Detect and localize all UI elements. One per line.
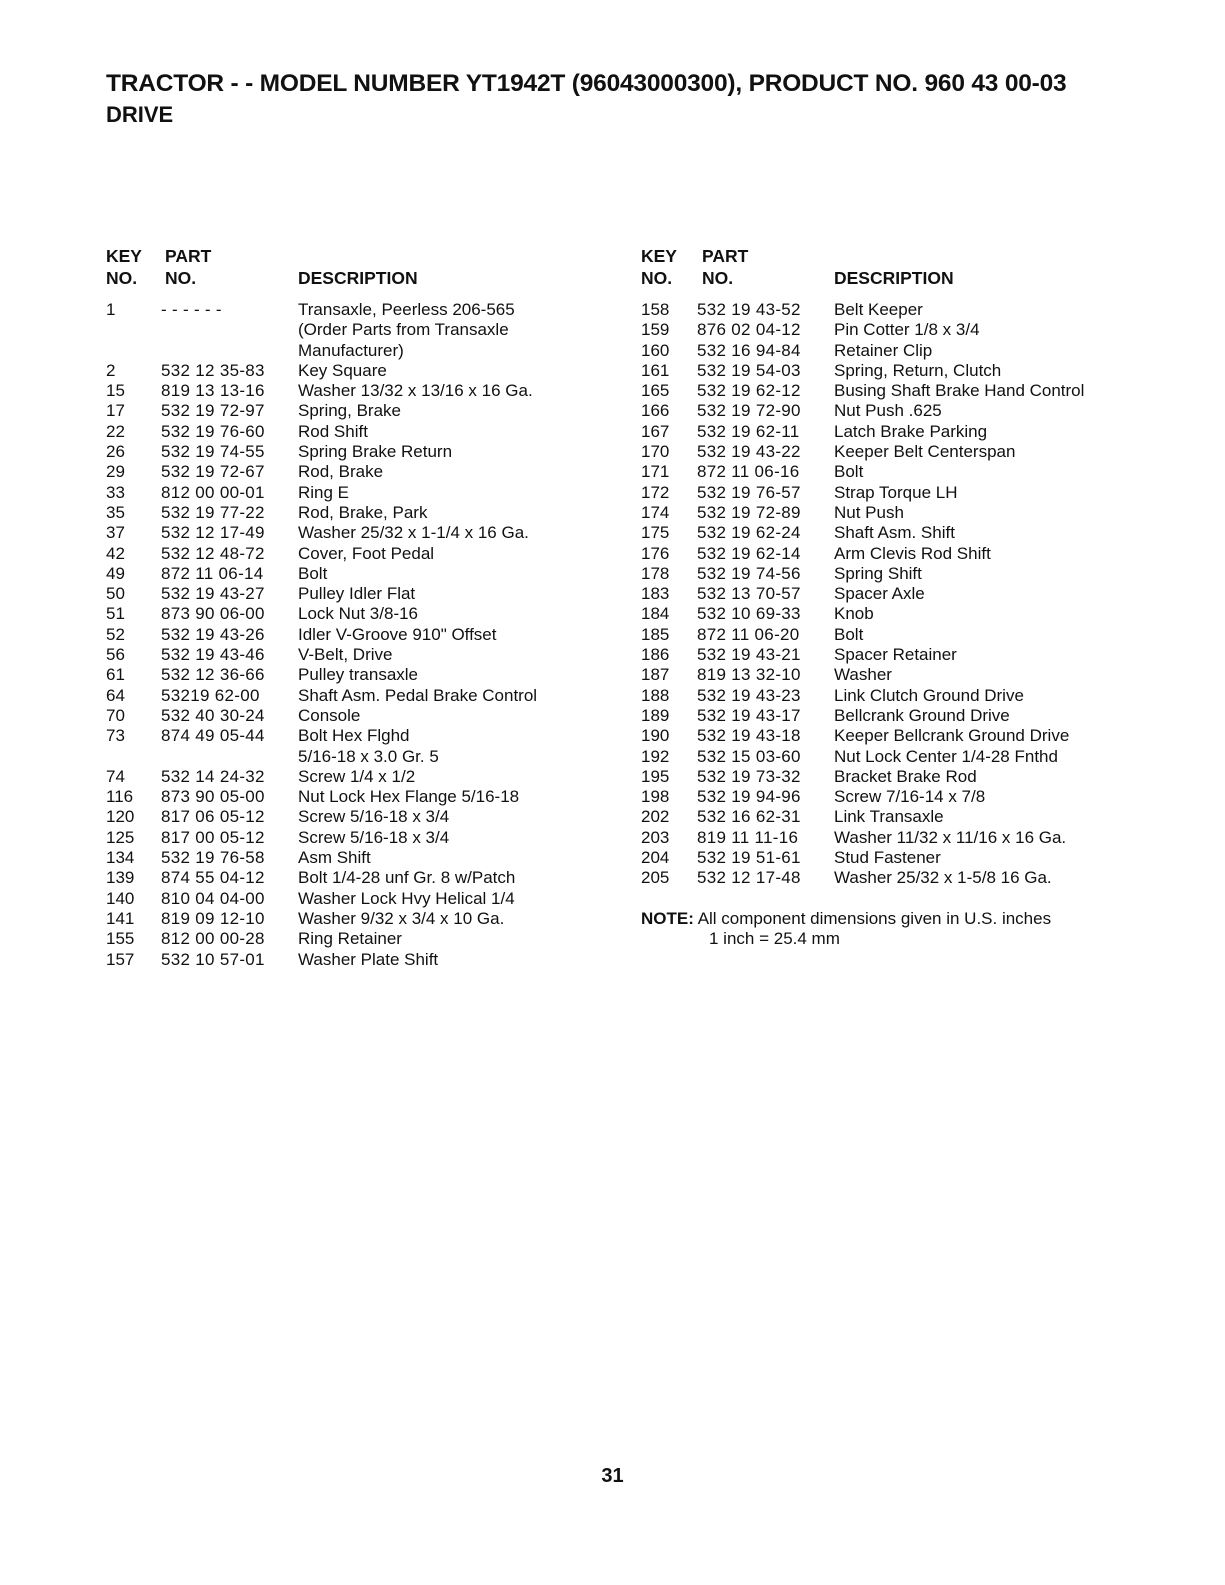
part-number: 532 19 54-03 [697,360,801,380]
part-header-line1: PART [165,246,212,266]
part-number: 532 19 72-67 [161,462,265,482]
part-description: Spring, Return, Clutch [834,360,1002,380]
part-number: 532 19 73-32 [697,766,801,786]
key-number: 120 [106,807,135,827]
part-description: Washer 25/32 x 1-1/4 x 16 Ga. [298,523,529,543]
part-description: (Order Parts from Transaxle [298,320,509,340]
part-number: 532 19 76-60 [161,421,265,441]
part-description: Arm Clevis Rod Shift [834,543,991,563]
part-number: 532 19 43-18 [697,726,801,746]
key-number: 17 [106,401,125,421]
page-title: TRACTOR - - MODEL NUMBER YT1942T (96043000300), PRODUCT NO. 960 43 00-03 [106,70,1067,97]
key-number: 51 [106,604,125,624]
part-description: Busing Shaft Brake Hand Control [834,381,1085,401]
key-number: 195 [641,766,670,786]
part-number: 532 19 76-57 [697,482,801,502]
part-description: Ring Retainer [298,929,402,949]
key-no-header-right [641,245,677,289]
part-number: 532 19 74-55 [161,442,265,462]
key-number: 29 [106,462,125,482]
part-number: 532 13 70-57 [697,584,801,604]
part-description: Washer 9/32 x 3/4 x 10 Ga. [298,908,505,928]
key-number: 74 [106,766,125,786]
part-description: Nut Push .625 [834,401,942,421]
key-number: 202 [641,807,670,827]
key-number: 42 [106,543,125,563]
part-number: 819 11 11-16 [697,827,799,847]
part-description: Spacer Axle [834,584,925,604]
part-description: Shaft Asm. Shift [834,523,955,543]
part-description: Ring E [298,482,350,502]
part-number: 532 19 43-26 [161,624,265,644]
key-header-line2: NO. [106,268,138,288]
part-description: Keeper Bellcrank Ground Drive [834,726,1070,746]
key-number: 139 [106,868,135,888]
part-number: 874 49 05-44 [161,726,265,746]
key-header-line1: KEY [641,246,677,266]
key-number: 52 [106,624,125,644]
part-number: 819 09 12-10 [161,908,265,928]
part-number: 532 12 17-48 [697,868,801,888]
part-description: Pulley transaxle [298,665,419,685]
key-number: 22 [106,421,125,441]
part-number: 872 11 06-14 [161,563,264,583]
part-number: 874 55 04-12 [161,868,265,888]
part-number: - - - - - - [161,300,222,319]
key-number: 186 [641,645,670,665]
key-number: 134 [106,848,135,868]
part-number: 532 19 51-61 [697,848,801,868]
part-number: 532 19 74-56 [697,563,801,583]
part-description: Nut Push [834,502,904,522]
part-description: Idler V-Groove 910" Offset [298,624,497,644]
key-number: 73 [106,726,125,746]
key-number: 64 [106,685,125,705]
part-number: 532 19 43-23 [697,685,801,705]
page-number: 31 [601,1465,624,1487]
part-description: Link Clutch Ground Drive [834,685,1024,705]
part-number: 532 19 77-22 [161,502,265,522]
part-header-line1: PART [702,246,749,266]
key-number: 172 [641,482,670,502]
part-number: 812 00 00-28 [161,929,265,949]
part-description: Cover, Foot Pedal [298,543,435,563]
part-description: Manufacturer) [298,340,404,360]
part-description: Keeper Belt Centerspan [834,442,1016,462]
part-description: Washer 25/32 x 1-5/8 16 Ga. [834,868,1052,888]
key-number: 37 [106,523,125,543]
note-line2: 1 inch = 25.4 mm [709,929,840,949]
part-description: Key Square [298,360,387,380]
part-description: Bolt 1/4-28 unf Gr. 8 w/Patch [298,868,516,888]
part-description: Transaxle, Peerless 206-565 [298,300,515,319]
key-number: 70 [106,705,125,725]
part-number: 532 19 43-21 [697,645,801,665]
part-description: Spring Shift [834,563,922,583]
key-number: 160 [641,340,670,360]
part-number: 532 10 69-33 [697,604,801,624]
key-number: 187 [641,665,670,685]
part-number: 532 19 72-97 [161,401,265,421]
part-number: 532 12 36-66 [161,665,265,685]
note-label: NOTE: [641,909,694,928]
key-number: 141 [106,908,135,928]
part-number: 532 19 62-11 [697,421,800,441]
key-number: 198 [641,787,670,807]
key-number: 140 [106,888,135,908]
part-number: 817 06 05-12 [161,807,265,827]
part-description: V-Belt, Drive [298,645,393,665]
key-number: 175 [641,523,670,543]
part-number: 53219 62-00 [161,685,260,705]
part-number: 810 04 04-00 [161,888,265,908]
key-number: 188 [641,685,670,705]
part-description: Washer Lock Hvy Helical 1/4 [298,888,515,908]
part-number: 872 11 06-16 [697,462,800,482]
part-description: 5/16-18 x 3.0 Gr. 5 [298,746,439,766]
part-number: 532 19 72-90 [697,401,801,421]
part-number: 532 12 48-72 [161,543,265,563]
part-description: Rod Shift [298,421,368,441]
part-description: Spacer Retainer [834,645,957,665]
key-header-line2: NO. [641,268,673,288]
part-description: Rod, Brake, Park [298,502,428,522]
part-number: 819 13 13-16 [161,381,265,401]
part-number: 873 90 05-00 [161,787,265,807]
part-no-header-left [165,245,211,289]
key-number: 185 [641,624,670,644]
part-description: Bellcrank Ground Drive [834,705,1010,725]
part-number: 532 19 43-27 [161,584,265,604]
description-header-right: DESCRIPTION [834,268,954,288]
description-header-left: DESCRIPTION [298,268,418,288]
key-no-header-left [106,245,142,289]
key-number: 49 [106,563,125,583]
part-number: 532 14 24-32 [161,766,265,786]
part-header-line2: NO. [702,268,734,288]
key-number: 33 [106,482,125,502]
key-number: 170 [641,442,670,462]
part-number: 532 12 17-49 [161,523,265,543]
part-number: 817 00 05-12 [161,827,265,847]
part-description: Console [298,705,361,725]
part-description: Screw 5/16-18 x 3/4 [298,807,450,827]
part-description: Bolt [298,563,328,583]
part-number: 532 15 03-60 [697,746,801,766]
key-number: 155 [106,929,135,949]
key-number: 61 [106,665,125,685]
part-number: 532 12 35-83 [161,360,265,380]
part-number: 532 19 76-58 [161,848,265,868]
part-number: 532 19 72-89 [697,502,801,522]
key-number: 1 [106,300,116,319]
key-number: 190 [641,726,670,746]
part-description: Screw 1/4 x 1/2 [298,766,416,786]
key-number: 125 [106,827,135,847]
note-line1 [641,909,1051,929]
key-header-line1: KEY [106,246,142,266]
key-number: 35 [106,502,125,522]
part-description: Shaft Asm. Pedal Brake Control [298,685,538,705]
part-description: Screw 7/16-14 x 7/8 [834,787,986,807]
key-number: 26 [106,442,125,462]
part-number: 532 19 43-22 [697,442,801,462]
part-number: 819 13 32-10 [697,665,801,685]
part-number: 532 19 62-12 [697,381,801,401]
part-description: Nut Lock Hex Flange 5/16-18 [298,787,520,807]
part-description: Lock Nut 3/8-16 [298,604,419,624]
key-number: 166 [641,401,670,421]
part-number: 532 10 57-01 [161,949,265,969]
key-number: 157 [106,949,135,969]
key-number: 15 [106,381,125,401]
key-number: 204 [641,848,670,868]
part-description: Strap Torque LH [834,482,958,502]
key-number: 205 [641,868,670,888]
key-number: 176 [641,543,670,563]
part-description: Spring Brake Return [298,442,453,462]
part-header-line2: NO. [165,268,197,288]
key-number: 174 [641,502,670,522]
part-description: Screw 5/16-18 x 3/4 [298,827,450,847]
part-description: Rod, Brake [298,462,384,482]
key-number: 116 [106,787,134,807]
key-number: 2 [106,360,116,380]
key-number: 184 [641,604,670,624]
key-number: 189 [641,705,670,725]
section-title: DRIVE [106,102,174,127]
note-text: All component dimensions given in U.S. inches [697,909,1052,928]
part-description: Washer [834,665,892,685]
part-description: Pin Cotter 1/8 x 3/4 [834,320,980,340]
part-description: Washer 13/32 x 13/16 x 16 Ga. [298,381,533,401]
part-description: Bracket Brake Rod [834,766,977,786]
part-description: Retainer Clip [834,340,933,360]
key-number: 167 [641,421,670,441]
part-description: Latch Brake Parking [834,421,988,441]
part-number: 532 19 43-52 [697,300,801,319]
part-description: Stud Fastener [834,848,941,868]
part-number: 532 16 94-84 [697,340,801,360]
key-number: 192 [641,746,670,766]
part-number: 532 16 62-31 [697,807,801,827]
part-number: 532 19 62-24 [697,523,801,543]
part-number: 876 02 04-12 [697,320,801,340]
part-description: Spring, Brake [298,401,401,421]
key-number: 50 [106,584,125,604]
key-number: 203 [641,827,670,847]
part-no-header-right [702,245,748,289]
part-description: Bolt Hex Flghd [298,726,410,746]
key-number: 161 [641,360,670,380]
part-description: Asm Shift [298,848,371,868]
key-number: 178 [641,563,670,583]
part-number: 812 00 00-01 [161,482,265,502]
part-number: 873 90 06-00 [161,604,265,624]
key-number: 158 [641,300,670,319]
key-number: 56 [106,645,125,665]
part-number: 532 19 43-17 [697,705,801,725]
part-description: Bolt [834,624,864,644]
part-number: 532 40 30-24 [161,705,265,725]
part-number: 532 19 43-46 [161,645,265,665]
key-number: 171 [641,462,670,482]
part-description: Bolt [834,462,864,482]
part-description: Nut Lock Center 1/4-28 Fnthd [834,746,1058,766]
part-description: Link Transaxle [834,807,944,827]
part-description: Belt Keeper [834,300,923,319]
key-number: 159 [641,320,670,340]
key-number: 183 [641,584,670,604]
part-number: 532 19 94-96 [697,787,801,807]
part-number: 532 19 62-14 [697,543,801,563]
part-description: Washer Plate Shift [298,949,439,969]
key-number: 165 [641,381,670,401]
part-description: Pulley Idler Flat [298,584,416,604]
part-number: 872 11 06-20 [697,624,800,644]
part-description: Knob [834,604,874,624]
part-description: Washer 11/32 x 11/16 x 16 Ga. [834,827,1067,847]
